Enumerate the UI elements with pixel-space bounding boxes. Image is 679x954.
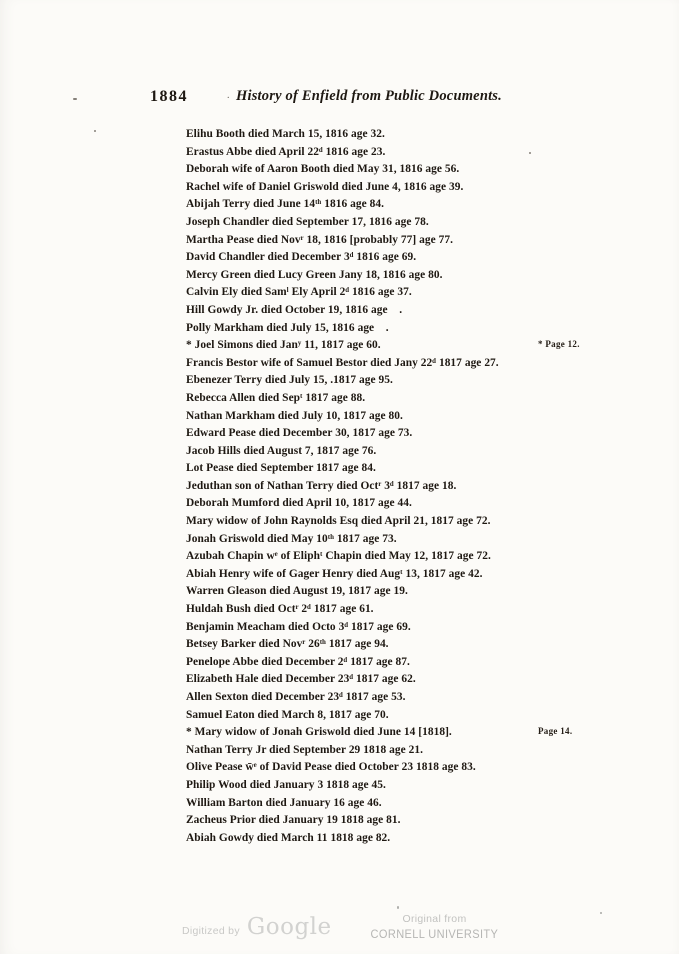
death-record-line [186,460,626,478]
death-record-line [186,284,626,302]
record-text: Mercy Green died Lucy Green Jany 18, 1816 age 80. [186,268,443,281]
page-number: 1884 [150,88,188,105]
record-text: Nathan Markham died July 10, 1817 age 80. [186,409,403,422]
death-record-line [186,320,626,338]
record-text: Abijah Terry died June 14ᵗʰ 1816 age 84. [186,198,384,211]
death-record-line [186,759,626,777]
death-record-line [186,812,626,830]
death-record-line [186,619,626,637]
record-text: Benjamin Meacham died Octo 3ᵈ 1817 age 69. [186,620,411,633]
record-text: Elizabeth Hale died December 23ᵈ 1817 age 62. [186,673,416,686]
death-record-line [186,707,626,725]
record-text: Deborah wife of Aaron Booth died May 31, 1816 age 56. [186,163,460,176]
record-text: Rebecca Allen died Sepᵗ 1817 age 88. [186,391,366,404]
death-record-line [186,830,626,848]
death-record-line [186,196,626,214]
scan-speck [73,98,77,100]
death-record-line [186,390,626,408]
record-text: Allen Sexton died December 23ᵈ 1817 age 53. [186,691,406,703]
death-record-line [186,214,626,232]
record-text: Mary widow of John Raynolds Esq died April 21, 1817 age 72. [186,515,491,528]
death-record-line [186,232,626,250]
original-from-watermark [352,913,517,943]
record-text: Penelope Abbe died December 2ᵈ 1817 age 87. [186,655,410,668]
death-record-line [186,337,626,355]
death-record-line [186,601,626,619]
record-text: * Joel Simons died Janʸ 11, 1817 age 60. [186,339,381,352]
record-text: Samuel Eaton died March 8, 1817 age 70. [186,708,389,721]
death-record-line [186,548,626,566]
death-record-line [186,495,626,513]
record-text: Betsey Barker died Novʳ 26ᵗʰ 1817 age 94. [186,638,389,651]
institution-name: CORNELL UNIVERSITY [370,927,499,941]
death-record-line [186,478,626,496]
record-text: Jonah Griswold died May 10ᵗʰ 1817 age 73. [186,532,397,545]
death-record-line [186,654,626,672]
google-logo: Google [246,914,332,940]
record-text: Olive Pease w̄ᵉ of David Pease died October 23 1818 age 83. [186,761,476,774]
running-title: History of Enfield from Public Documents. [236,88,502,104]
digitized-by-watermark [182,914,332,940]
scan-speck [600,912,602,914]
death-records-list [186,126,626,847]
death-record-line [186,425,626,443]
record-text: Ebenezer Terry died July 15, .1817 age 95. [186,374,393,387]
original-from-label: Original from [402,913,467,925]
record-text: Lot Pease died September 1817 age 84. [186,462,376,475]
death-record-line [186,513,626,531]
death-record-line [186,636,626,654]
death-record-line [186,566,626,584]
scan-speck [397,906,399,909]
record-text: Huldah Bush died Octʳ 2ᵈ 1817 age 61. [186,603,374,616]
death-record-line [186,408,626,426]
margin-note: * Page 12. [538,339,580,350]
record-text: Jeduthan son of Nathan Terry died Octʳ 3ᵈ 1817 age 18. [186,479,457,492]
record-text: Joseph Chandler died September 17, 1816 age 78. [186,215,429,228]
death-record-line [186,355,626,373]
death-record-line [186,777,626,795]
death-record-line [186,531,626,549]
death-record-line [186,689,626,707]
scan-speck [94,130,96,132]
record-text: Rachel wife of Daniel Griswold died June 4, 1816 age 39. [186,180,464,193]
record-text: Zacheus Prior died January 19 1818 age 81. [186,814,401,827]
page-header [0,88,679,112]
record-text: Elihu Booth died March 15, 1816 age 32. [186,128,385,140]
record-text: Deborah Mumford died April 10, 1817 age 44. [186,497,412,510]
death-record-line [186,267,626,285]
record-text: David Chandler died December 3ᵈ 1816 age 69. [186,251,417,264]
record-text: Azubah Chapin wᵉ of Eliphᵗ Chapin died May 12, 1817 age 72. [186,550,491,563]
digitized-by-label: Digitized by [182,925,240,937]
record-text: Edward Pease died December 30, 1817 age 73. [186,427,413,440]
record-text: Francis Bestor wife of Samuel Bestor died Jany 22ᵈ 1817 age 27. [186,356,499,369]
death-record-line [186,302,626,320]
record-text: Hill Gowdy Jr. died October 19, 1816 age . [186,303,403,316]
margin-note: Page 14. [538,726,573,737]
death-record-line [186,179,626,197]
death-record-line [186,161,626,179]
record-text: Jacob Hills died August 7, 1817 age 76. [186,444,377,457]
death-record-line [186,372,626,390]
death-record-line [186,724,626,742]
record-text: Warren Gleason died August 19, 1817 age 19. [186,585,408,598]
scan-speck: . [227,90,230,101]
record-text: Calvin Ely died Samˡ Ely April 2ᵈ 1816 age 37. [186,286,412,299]
death-record-line [186,583,626,601]
death-record-line [186,144,626,162]
death-record-line [186,742,626,760]
record-text: Abiah Henry wife of Gager Henry died Augᵗ 13, 1817 age 42. [186,567,483,580]
death-record-line [186,795,626,813]
record-text: Nathan Terry Jr died September 29 1818 age 21. [186,743,423,756]
death-record-line [186,249,626,267]
record-text: * Mary widow of Jonah Griswold died June 14 [1818]. [186,726,452,739]
record-text: Philip Wood died January 3 1818 age 45. [186,778,386,791]
death-record-line [186,443,626,461]
record-text: William Barton died January 16 age 46. [186,796,382,809]
record-text: Polly Markham died July 15, 1816 age . [186,321,389,334]
death-record-line [186,671,626,689]
record-text: Martha Pease died Novʳ 18, 1816 [probably 77] age 77. [186,233,453,246]
death-record-line [186,126,626,144]
record-text: Abiah Gowdy died March 11 1818 age 82. [186,831,391,844]
record-text: Erastus Abbe died April 22ᵈ 1816 age 23. [186,145,386,158]
